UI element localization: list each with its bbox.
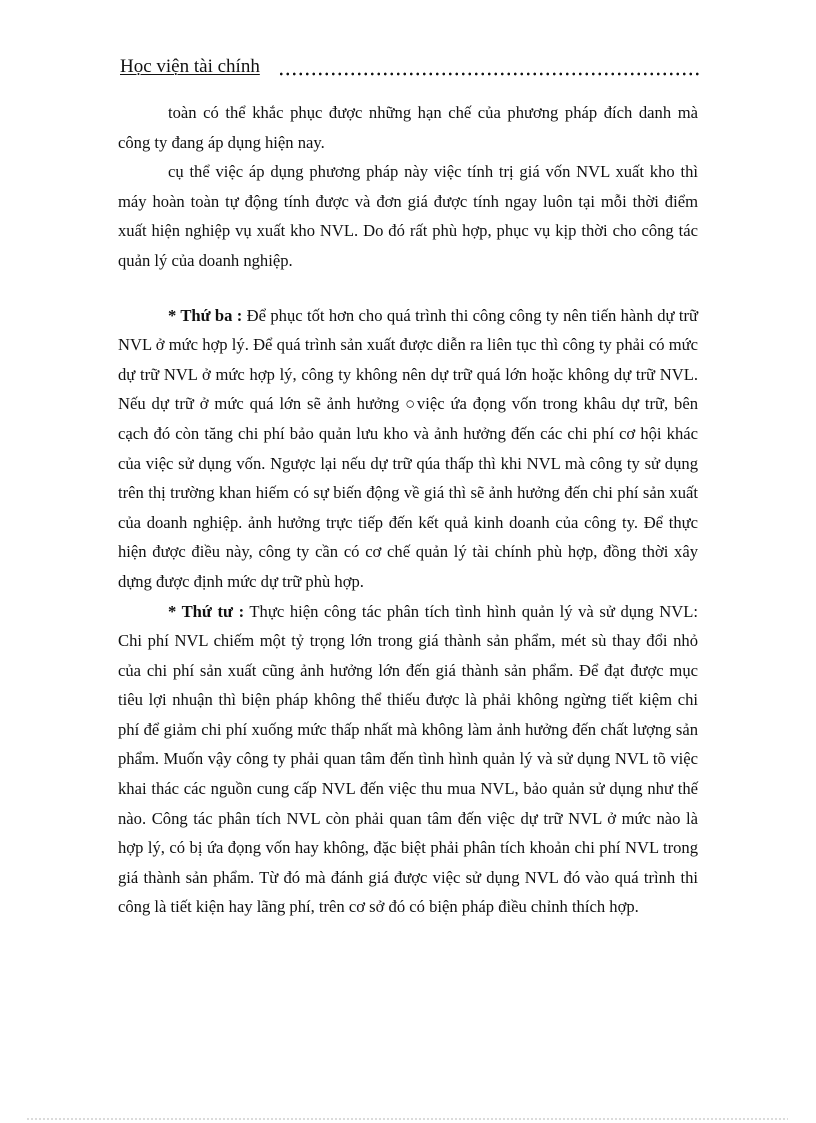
paragraph-thu-tu-label: * Thứ tư : [168,601,245,621]
paragraph-2 [118,157,698,275]
paragraph-thu-ba-label: * Thứ ba : [168,305,243,325]
paragraph-thu-tu [118,597,698,923]
paragraph-1 [118,98,698,157]
paragraph-1-text: toàn có thể khắc phục được những hạn chế của phương pháp đích danh mà công ty đang áp dụng hiện nay. [118,103,698,152]
header-dotted-rule [278,72,702,76]
paragraph-thu-ba [118,301,698,597]
paragraph-2-text: cụ thể việc áp dụng phương pháp này việc tính trị giá vốn NVL xuất kho thì máy hoàn toàn tự động tính được và đơn giá được tính ngay luôn tại mỗi thời điểm xuất hiện nghiệp vụ xuất kho NVL. Do đó rất phù hợp, phục vụ kịp thời cho công tác quản lý của doanh nghiệp. [118,162,698,270]
header-title: Học viện tài chính [120,56,260,77]
document-body [118,98,698,922]
paragraph-thu-tu-text: Thực hiện công tác phân tích tình hình quản lý và sử dụng NVL: Chi phí NVL chiếm một tỷ trọng lớn trong giá thành sản phẩm, mét sù thay đổi nhỏ của chi phí sản xuất cũng ảnh hưởng lớn đến giá thành sản phẩm. Để đạt được mục tiêu lợi nhuận thì biện pháp không thể thiếu được là phải không ngừng tiết kiệm chi phí để giảm chi phí xuống mức thấp nhất mà không làm ảnh hưởng đến chất lượng sản phẩm. Muốn vậy công ty phải quan tâm đến tình hình quản lý và sử dụng NVL tõ việc khai thác các nguồn cung cấp NVL đến việc thu mua NVL, bảo quản sử dụng như thế nào. Công tác phân tích NVL còn phải quan tâm đến việc dự trữ NVL ở mức nào là hợp lý, có bị ứa đọng vốn hay không, đặc biệt phải phân tích khoản chi phí NVL trong giá thành sản phẩm. Từ đó mà đánh giá được việc sử dụng NVL đó vào quá trình thi công là tiết kiện hay lãng phí, trên cơ sở đó có biện pháp điều chỉnh thích hợp. [118,601,698,917]
page-header [118,50,702,82]
paragraph-thu-ba-text: Để phục tốt hơn cho quá trình thi công công ty nên tiến hành dự trữ NVL ở mức hợp lý. Để quá trình sản xuất được diễn ra liên tục thì công ty phải có mức dự trữ NVL ở mức hợp lý, công ty không nên dự trữ quá lớn hoặc không dự trữ NVL. Nếu dự trữ ở mức quá lớn sẽ ảnh hưởng ○việc ứa đọng vốn trong khâu dự trữ, bên cạch đó còn tăng chi phí bảo quản lưu kho và ảnh hưởng đến các chi phí cơ hội khác của việc sử dụng vốn. Ngược lại nếu dự trữ qúa thấp thì khi NVL mà công ty sử dụng trên thị trường khan hiếm có sự biến động về giá thì sẽ ảnh hưởng đến chi phí sản xuất của doanh nghiệp. ảnh hưởng trực tiếp đến kết quả kinh doanh của công ty. Để thực hiện được điều này, công ty cần có cơ chế quản lý tài chính phù hợp, đồng thời xây dựng được định mức dự trữ phù hợp. [118,305,698,591]
footer-dotted-rule [26,1118,788,1120]
